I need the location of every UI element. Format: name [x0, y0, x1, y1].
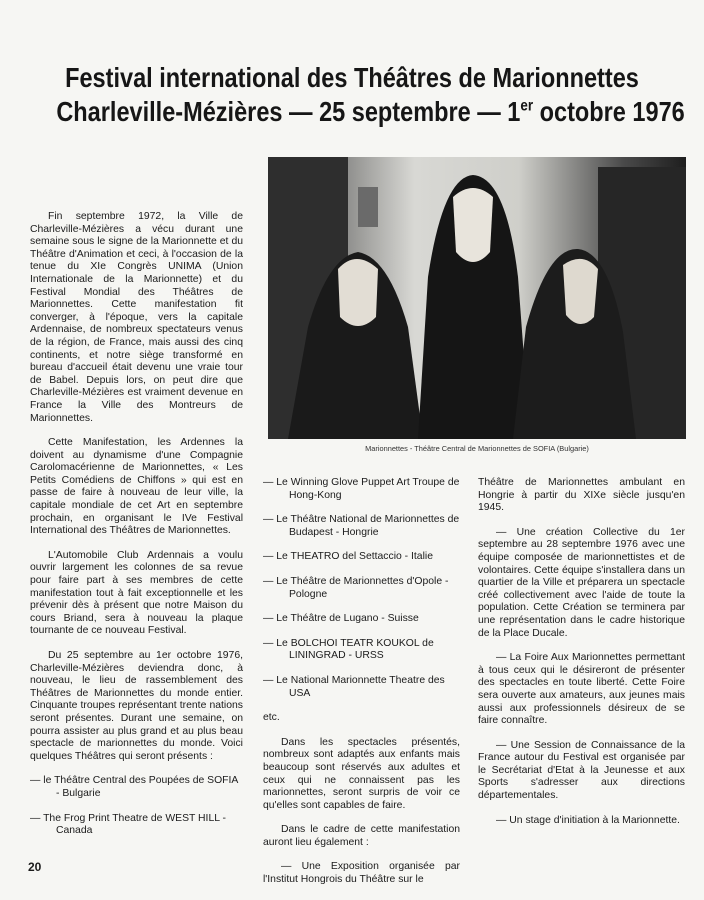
article-title-line1: Festival international des Théâtres de Marionnettes	[65, 62, 639, 93]
article-column-2	[263, 477, 460, 899]
list-item: — Le BOLCHOI TEATR KOUKOL de LININGRAD - URSS	[263, 637, 434, 662]
title-line2-suffix: octobre 1976	[533, 96, 685, 127]
etc-text: etc.	[263, 712, 280, 724]
paragraph: — La Foire Aux Marionnettes permettant à tous ceux qui le désireront de présenter des spectacles en toute liberté. Cette Foire sera ouverte aux amateurs, aux jeunes mais aussi aux professionnels désireux de se faire connaître.	[478, 652, 685, 727]
list-item: — Le Théâtre de Lugano - Suisse	[263, 613, 419, 625]
article-title-line2	[56, 96, 685, 128]
paragraph: — Une Session de Connaissance de la France autour du Festival est organisée par le Secrétariat d'Etat à la Jeunesse et aux Sports s'adresser aux directions départementales.	[478, 739, 685, 802]
paragraph: Fin septembre 1972, la Ville de Charleville-Mézières a vécu durant une semaine sous le signe de la Marionnette et du Théâtre d'Animation et ceci, à l'occasion de la tenue du XIe Congrès UNIMA (Union Internationale de la Marionnette) et du Festival Mondial des Théâtres de Marionnettes. Cette manifestation fit converger, à l'époque, vers la capitale Ardennaise, de nombreux spectateurs venus de la région, de France, mais aussi des cinq continents, et notre siège transformé en bureau d'accueil était devenu une vraie tour de Babel. Depuis lors, on peut dire que Charleville-Mézières est vraiment devenue en France la Ville des Montreurs de Marionnettes.	[30, 211, 243, 424]
list-item: — The Frog Print Theatre de WEST HILL - Canada	[30, 812, 226, 837]
list-item: — le Théâtre Central des Poupées de SOFIA - Bulgarie	[30, 775, 238, 799]
paragraph: Du 25 septembre au 1er octobre 1976, Charleville-Mézières deviendra donc, à nouveau, le lieu de rassemblement des Théâtres de Marionnettes du monde entier. Cinquante troupes représentant trente nations seront présentes. Durant une semaine, on pourra assister au plus grand et au plus beau spectacle de marionnettes du monde. Voici quelques Théâtres qui seront présents :	[30, 650, 243, 762]
list-item: — Le Winning Glove Puppet Art Troupe de Hong-Kong	[263, 477, 460, 501]
title-line2-prefix: Charleville-Mézières — 25 septembre — 1	[56, 96, 521, 127]
photo-caption: Marionnettes - Théâtre Central de Marionnettes de SOFIA (Bulgarie)	[365, 444, 589, 453]
list-item: — Le National Marionnette Theatre des USA	[263, 674, 445, 699]
paragraph: — Une création Collective du 1er septembre au 28 septembre 1976 avec une équipe composée de marionnettistes et de volontaires. Cette équipe s'installera dans un quartier de la Ville et préparera un spectacle créé collectivement avec l'aide de toute la population. Cette Création se terminera par une représentation dans le cadre historique de la Place Ducale.	[478, 526, 685, 639]
paragraph: — Un stage d'initiation à la Marionnette.	[496, 814, 680, 826]
paragraph: L'Automobile Club Ardennais a voulu ouvrir largement les colonnes de sa revue pour faire part à ses membres de cette manifestation tout à fait exceptionnelle et les prévenir dès à présent que notre Maison du cours Briand, sera à nouveau la plaque tournante de ce nouveau Festival.	[30, 549, 243, 637]
paragraph: Théâtre de Marionnettes ambulant en Hongrie à partir du XIXe siècle jusqu'en 1945.	[478, 477, 685, 514]
list-item: — Le Théâtre de Marionnettes d'Opole - Pologne	[263, 575, 449, 600]
page-number: 20	[28, 860, 42, 874]
paragraph: Dans le cadre de cette manifestation auront lieu également :	[263, 824, 460, 848]
list-item: — Le Théâtre National de Marionnettes de Budapest - Hongrie	[263, 514, 460, 538]
list-item: — Le THEATRO del Settaccio - Italie	[263, 551, 433, 563]
paragraph: — Une Exposition organisée par l'Institut Hongrois du Théâtre sur le	[263, 861, 460, 886]
puppets-photo	[268, 157, 686, 439]
paragraph: Dans les spectacles présentés, nombreux sont adaptés aux enfants mais beaucoup sont réservés aux adultes et ceux qui ne connaissent pas les marionnettes, seront surpris de voir ce qu'elles sont capables de faire.	[263, 736, 460, 811]
title-line2-superscript: er	[520, 97, 534, 115]
puppets-photo-illustration	[268, 157, 686, 439]
article-column-3	[478, 477, 685, 839]
article-column-1	[30, 211, 243, 850]
paragraph: Cette Manifestation, les Ardennes la doivent au dynamisme d'une Compagnie Carolomacérienne de Marionnettes, « Les Petits Comédiens de Chiffons » qui est en passe de faire à nouveau de leur ville, la capitale mondiale de cet Art en septembre prochain, en organisant le IVe Festival International des Théâtres de Marionnettes.	[30, 437, 243, 537]
